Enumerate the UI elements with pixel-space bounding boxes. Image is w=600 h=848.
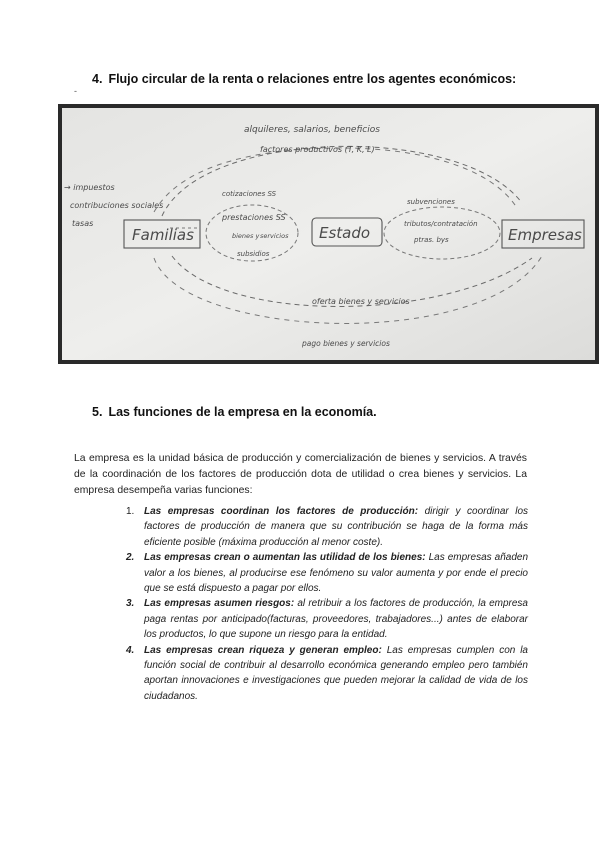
circular-flow-diagram xyxy=(62,108,595,360)
inner-right-label-3: ptras. bys xyxy=(414,236,449,244)
bottom-label-1: oferta bienes y servicios xyxy=(312,297,410,306)
function-title: Las empresas asumen riesgos: xyxy=(144,598,295,610)
node-familias: Familias xyxy=(132,226,194,244)
circular-flow-photo xyxy=(58,104,599,364)
function-item xyxy=(126,643,528,705)
function-title: Las empresas crean riqueza y generan empleo: xyxy=(144,644,382,656)
inner-right-label-2: tributos/contratación xyxy=(404,220,478,228)
function-text: Las empresas añaden valor a los bienes, al producirse ese fenómeno su valor aumenta y por ende el precio que se está dispuesto a pagar por ellos. xyxy=(144,552,529,595)
function-title: Las empresas crean o aumentan las utilidad de los bienes: xyxy=(144,552,426,564)
function-item xyxy=(126,550,528,596)
node-estado: Estado xyxy=(319,224,371,242)
function-item xyxy=(126,596,528,642)
function-text: dirigir y coordinar los factores de producción de manera que su contribución se haga de la forma más eficiente posible (máxima producción al menor coste). xyxy=(144,506,528,548)
left-note-3: tasas xyxy=(72,219,94,228)
inner-left-label-4: servicios xyxy=(260,232,289,240)
node-empresas: Empresas xyxy=(508,226,582,244)
function-number: 2. xyxy=(126,552,135,564)
inner-left-label-1: cotizaciones SS xyxy=(222,190,277,198)
section-4-number: 4. xyxy=(92,72,103,86)
function-number: 3. xyxy=(126,598,135,610)
section-5-heading xyxy=(92,405,377,419)
left-note-1: → impuestos xyxy=(64,183,115,192)
inner-right-label-1: subvenciones xyxy=(407,198,455,206)
bottom-label-2: pago bienes y servicios xyxy=(302,339,390,348)
section-4-heading xyxy=(92,72,516,86)
top-label-2: factores productivos (T, K, L) xyxy=(260,145,375,154)
function-number: 1. xyxy=(126,506,135,517)
function-text: al retribuir a los factores de producción, la empresa paga rentas por anticipado(facturas, proveedores, trabajadores...) antes de elaborar los productos, lo que supone un riesgo para la entidad. xyxy=(144,598,528,641)
inner-left-label-5: subsidios xyxy=(237,250,270,258)
function-text: Las empresas cumplen con la función social de contribuir al desarrollo económica generando empleo pero también aportan innovaciones e investigaciones que pueden mejorar la calidad de vida de los ciudadanos. xyxy=(144,644,528,702)
function-number: 4. xyxy=(126,644,135,656)
stray-mark: - xyxy=(74,86,77,96)
section-5-title: Las funciones de la empresa en la economía. xyxy=(108,405,377,419)
inner-left-label-3: bienes y xyxy=(232,232,260,240)
functions-list xyxy=(126,504,528,704)
inner-left-label-2: prestaciones SS xyxy=(222,213,286,222)
function-title: Las empresas coordinan los factores de producción: xyxy=(144,506,419,517)
section-4-title: Flujo circular de la renta o relaciones entre los agentes económicos: xyxy=(108,72,517,86)
left-note-2: contribuciones sociales xyxy=(70,201,164,210)
function-item xyxy=(126,504,528,550)
top-label-1: alquileres, salarios, beneficios xyxy=(244,125,380,135)
section-5-number: 5. xyxy=(92,405,103,419)
intro-paragraph: La empresa es la unidad básica de producción y comercialización de bienes y servicios. A través de la coordinación de los factores de producción dota de utilidad o crea bienes y servicios. La empresa desempeña varias funciones: xyxy=(74,453,527,497)
